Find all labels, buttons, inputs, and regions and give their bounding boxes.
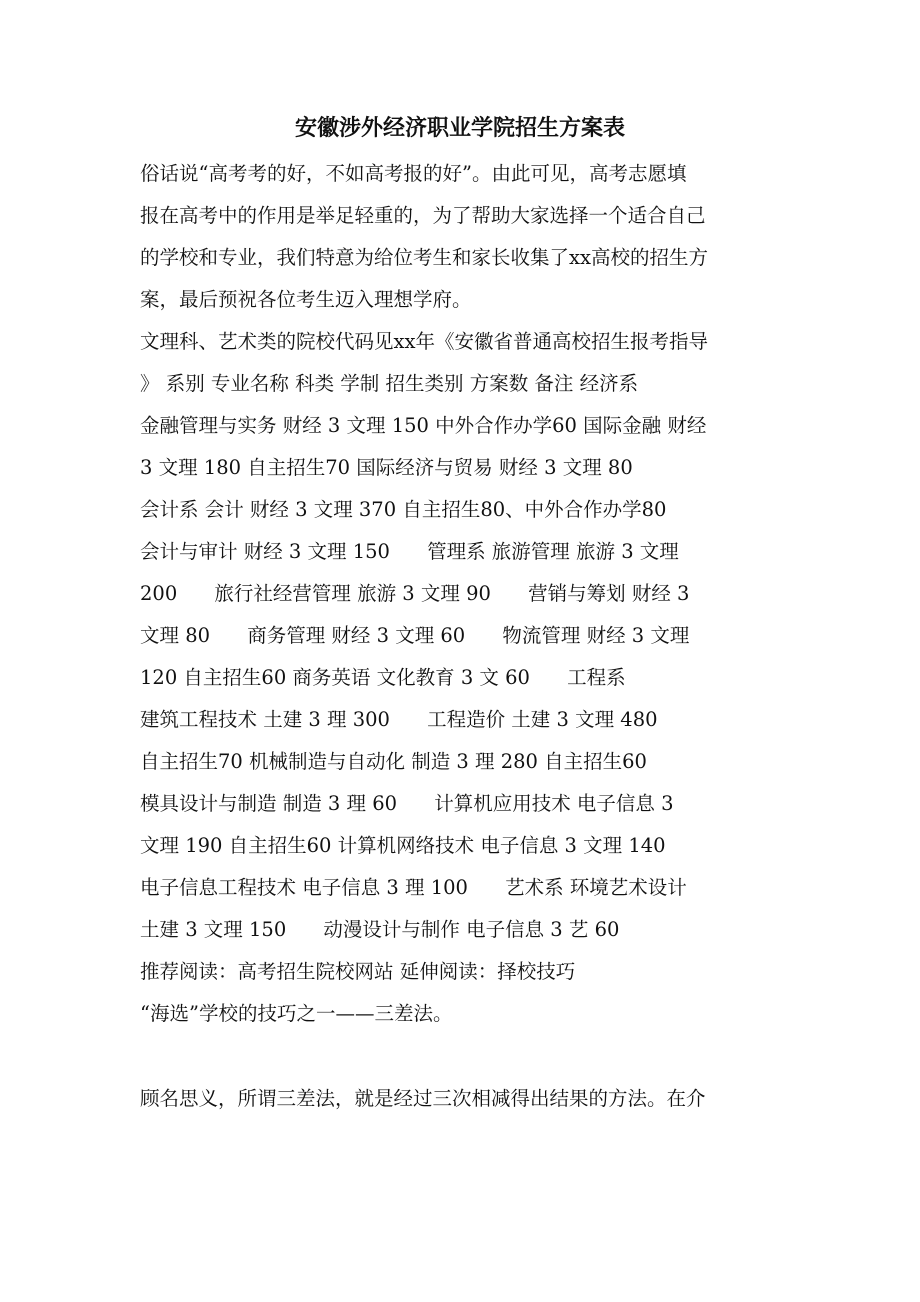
table-line-6: 》 系别 专业名称 科类 学制 招生类别 方案数 备注 经济系: [140, 372, 639, 395]
table-line-9: 会计系 会计 财经 3 文理 370 自主招生80、中外合作办学80: [140, 498, 667, 521]
document-title: 安徽涉外经济职业学院招生方案表: [294, 115, 625, 141]
table-line-10: 会计与审计 财经 3 文理 150 管理系 旅游管理 旅游 3 文理: [140, 540, 679, 563]
table-line-14: 建筑工程技术 土建 3 理 300 工程造价 土建 3 文理 480: [140, 708, 658, 731]
paragraph-line-5: 文理科、艺术类的院校代码见xx年《安徽省普通高校招生报考指导: [140, 330, 708, 353]
table-line-7: 金融管理与实务 财经 3 文理 150 中外合作办学60 国际金融 财经: [140, 414, 707, 437]
table-line-16: 模具设计与制造 制造 3 理 60 计算机应用技术 电子信息 3: [140, 792, 674, 815]
paragraph-line-1: 俗话说“高考考的好，不如高考报的好”。由此可见，高考志愿填: [140, 162, 687, 185]
table-line-11: 200 旅行社经营管理 旅游 3 文理 90 营销与筹划 财经 3: [140, 582, 690, 605]
paragraph-line-2: 报在高考中的作用是举足轻重的，为了帮助大家选择一个适合自己: [140, 204, 706, 227]
recommended-reading-line: 推荐阅读：高考招生院校网站 延伸阅读：择校技巧: [140, 960, 576, 983]
closing-paragraph-line: 顾名思义，所谓三差法，就是经过三次相减得出结果的方法。在介: [140, 1087, 706, 1110]
table-line-18: 电子信息工程技术 电子信息 3 理 100 艺术系 环境艺术设计: [140, 876, 687, 899]
table-line-8: 3 文理 180 自主招生70 国际经济与贸易 财经 3 文理 80: [140, 456, 633, 479]
table-line-17: 文理 190 自主招生60 计算机网络技术 电子信息 3 文理 140: [140, 834, 666, 857]
paragraph-line-3: 的学校和专业，我们特意为给位考生和家长收集了xx高校的招生方: [140, 246, 708, 269]
table-line-15: 自主招生70 机械制造与自动化 制造 3 理 280 自主招生60: [140, 750, 647, 773]
table-line-19: 土建 3 文理 150 动漫设计与制作 电子信息 3 艺 60: [140, 918, 620, 941]
table-line-13: 120 自主招生60 商务英语 文化教育 3 文 60 工程系: [140, 666, 626, 689]
paragraph-line-4: 案，最后预祝各位考生迈入理想学府。: [140, 288, 472, 311]
table-line-12: 文理 80 商务管理 财经 3 文理 60 物流管理 财经 3 文理: [140, 624, 690, 647]
tip-heading-line: “海选”学校的技巧之一——三差法。: [140, 1002, 453, 1025]
